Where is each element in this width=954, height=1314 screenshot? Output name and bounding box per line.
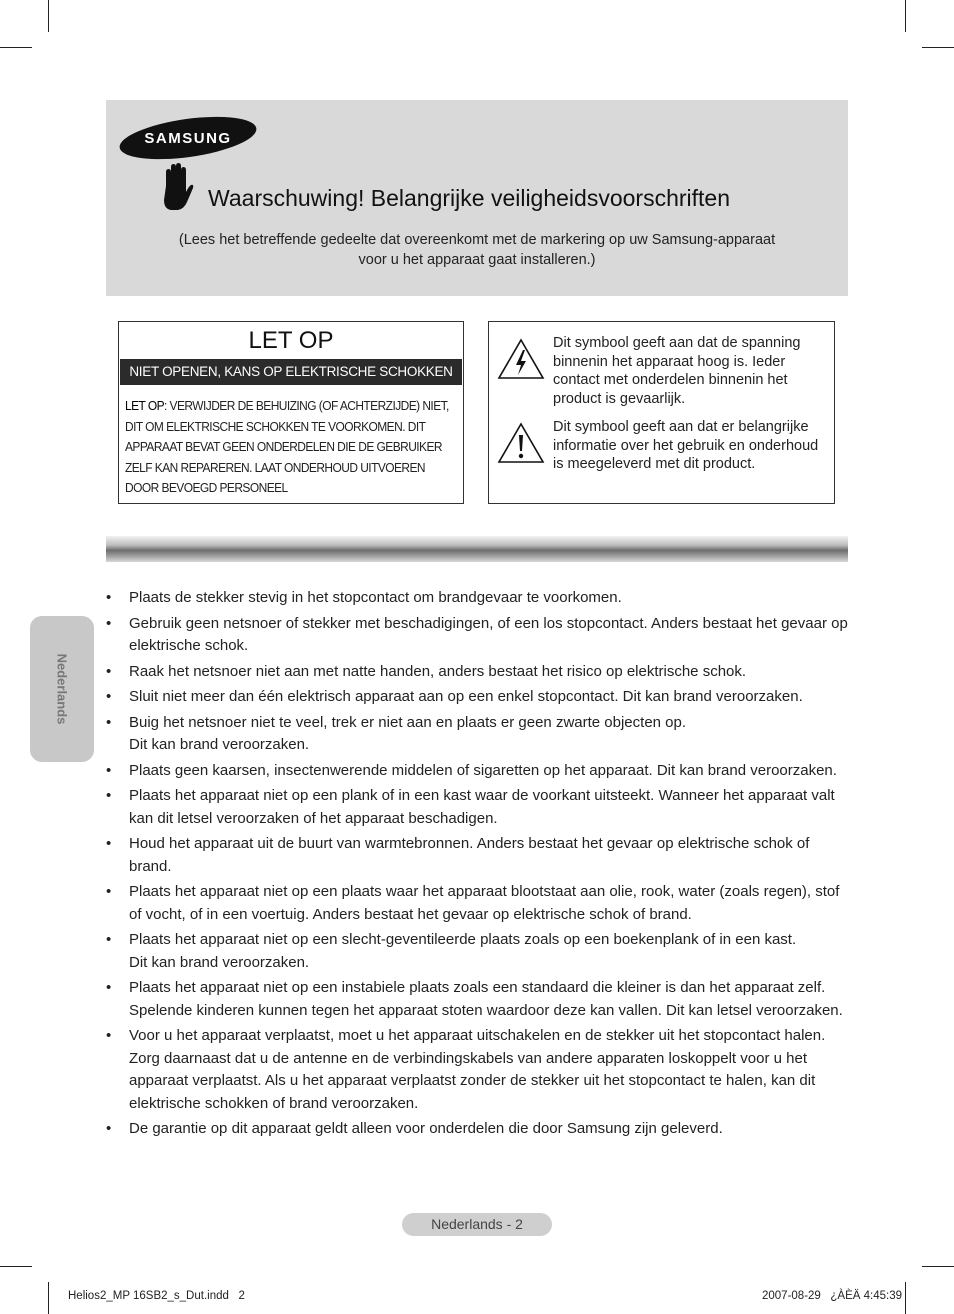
caution-text: : VERWIJDER DE BEHUIZING (OF ACHTERZIJDE) NIET, DIT OM ELEKTRISCHE SCHOKKEN TE VOORKOMEN. DIT APPARAAT BEVAT GEEN ONDERDELEN DIE DE GEBRUIKER ZELF KAN REPAREREN. LAAT ONDERHOUD UITVOEREN DOOR BEVOEGD PERSONEEL: [125, 398, 449, 495]
subtitle-line: voor u het apparaat gaat installeren.): [358, 252, 596, 268]
list-item: • Plaats het apparaat niet op een plaats waar het apparaat blootstaat aan olie, rook, water (zoals regen), stof of vocht, of in een voertuig. Anders bestaat het gevaar op elektrische schok of brand.: [106, 881, 852, 926]
symbol-description: Dit symbool geeft aan dat de spanning binnenin het apparaat hoog is. Ieder contact met onderdelen binnenin het product is gevaarlijk.: [553, 335, 801, 407]
crop-mark: [922, 1266, 954, 1267]
crop-mark: [0, 1266, 32, 1267]
list-item: • Plaats geen kaarsen, insectenwerende middelen of sigaretten op het apparaat. Dit kan brand veroorzaken.: [106, 760, 852, 783]
crop-mark: [922, 47, 954, 48]
caution-box: [118, 321, 464, 504]
exclamation-warning-icon: [497, 422, 545, 464]
safety-list: [106, 587, 852, 1144]
hand-stop-icon: [158, 162, 194, 214]
list-item: • Gebruik geen netsnoer of stekker met beschadigingen, of een los stopcontact. Anders bestaat het gevaar op elektrische schok.: [106, 613, 852, 658]
subtitle: [106, 230, 848, 270]
side-tab-label: Nederlands: [54, 653, 70, 725]
crop-mark: [48, 1282, 49, 1314]
list-item: • Plaats het apparaat niet op een slecht-geventileerde plaats zoals op een boekenplank of in een kast. Dit kan brand veroorzaken.: [106, 929, 852, 974]
subtitle-line: (Lees het betreffende gedeelte dat overeenkomt met de markering op uw Samsung-apparaat: [178, 232, 776, 248]
list-item: • Houd het apparaat uit de buurt van warmtebronnen. Anders bestaat het gevaar op elektrische schok of brand.: [106, 833, 852, 878]
list-item: • De garantie op dit apparaat geldt alleen voor onderdelen die door Samsung zijn geleverd.: [106, 1118, 852, 1141]
crop-mark: [48, 0, 49, 32]
logo-text: SAMSUNG: [144, 130, 232, 147]
list-item: • Voor u het apparaat verplaatst, moet u het apparaat uitschakelen en de stekker uit het stopcontact halen. Zorg daarnaast dat u de antenne en de verbindingskabels van andere apparaten loskoppelt voor u het apparaat verplaatst. Als u het apparaat verplaatst zonder de stekker uit het stopcontact te halen, kan dit elektrische schokken of brand veroorzaken.: [106, 1025, 852, 1115]
symbol-description: Dit symbool geeft aan dat er belangrijke informatie over het gebruik en onderhoud is meegeleverd met dit product.: [553, 419, 819, 472]
list-item: • Sluit niet meer dan één elektrisch apparaat aan op een enkel stopcontact. Dit kan brand veroorzaken.: [106, 686, 852, 709]
list-item: • Raak het netsnoer niet aan met natte handen, anders bestaat het risico op elektrische schok.: [106, 661, 852, 684]
list-item: • Plaats het apparaat niet op een plank of in een kast waar de voorkant uitsteekt. Wanneer het apparaat valt kan dit letsel veroorzaken of het apparaat beschadigen.: [106, 785, 852, 830]
print-timestamp: 2007-08-29 ¿ÀÈÄ 4:45:39: [761, 1290, 902, 1302]
lightning-warning-icon: [497, 338, 545, 380]
section-divider: [106, 536, 848, 562]
page-number: Nederlands - 2: [402, 1213, 552, 1236]
list-item: • Plaats het apparaat niet op een instabiele plaats zoals een standaard die kleiner is dan het apparaat zelf. Spelende kinderen kunnen tegen het apparaat stoten waardoor deze kan vallen. Dit kan letsel veroorzaken.: [106, 977, 852, 1022]
list-item: • Plaats de stekker stevig in het stopcontact om brandgevaar te voorkomen.: [106, 587, 852, 610]
file-info: Helios2_MP 16SB2_s_Dut.indd 2: [68, 1290, 245, 1302]
crop-mark: [905, 0, 906, 32]
caution-prefix: LET OP: [125, 398, 165, 413]
samsung-logo: [118, 116, 258, 160]
caution-bar: NIET OPENEN, KANS OP ELEKTRISCHE SCHOKKEN: [120, 359, 462, 385]
crop-mark: [905, 1282, 906, 1314]
caution-body: [125, 396, 461, 499]
warning-header: [106, 100, 848, 296]
caution-title: LET OP: [248, 327, 334, 354]
language-side-tab: [30, 616, 94, 762]
list-item: • Buig het netsnoer niet te veel, trek er niet aan en plaats er geen zwarte objecten op. Dit kan brand veroorzaken.: [106, 712, 852, 757]
page-title: Waarschuwing! Belangrijke veiligheidsvoorschriften: [208, 185, 731, 211]
crop-mark: [0, 47, 32, 48]
symbols-box: [488, 321, 835, 504]
